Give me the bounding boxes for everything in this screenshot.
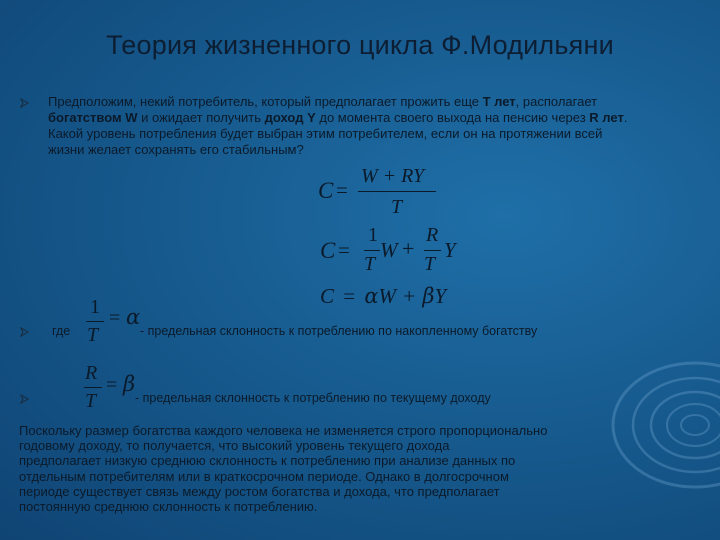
bold-term: R лет xyxy=(589,110,624,125)
bold-term: доход Y xyxy=(264,110,316,125)
bold-term: T лет xyxy=(482,94,516,109)
text-run: до момента своего выхода на пенсию через xyxy=(315,110,590,125)
slide-title: Теория жизненного цикла Ф.Модильяни xyxy=(106,30,614,60)
text-run: . Какой уровень потребления будет выбран этим потребителем, если он на протяжении всей жизни желает сохранять его стабильным? xyxy=(48,110,628,157)
formula-consumption-2: C = 1 T W + R T Y xyxy=(320,224,456,275)
conclusion-line: Поскольку размер богатства каждого человека не изменяется строго пропорционально xyxy=(19,423,548,438)
formula-alpha-definition: 1 T = α xyxy=(87,296,141,346)
arrowhead-bullet-icon xyxy=(20,327,29,337)
text-run: и ожидает получить xyxy=(137,110,265,125)
where-label: где xyxy=(52,324,71,338)
beta-description: - предельная склонность к потреблению по текущему доходу xyxy=(135,391,491,405)
conclusion-line: предполагает низкую среднюю склонность к потреблению при анализе данных по xyxy=(19,453,516,469)
bold-term: богатством W xyxy=(48,110,138,125)
text-run: Предположим, некий потребитель, который предполагает прожить еще xyxy=(48,94,483,109)
formula-consumption-1: C = W + RY T xyxy=(318,165,448,217)
conclusion-line: отдельным потребителям или в краткосрочном периоде. Однако в долгосрочном xyxy=(19,468,509,484)
conclusion-paragraph xyxy=(19,423,719,514)
formula-consumption-3: C = αW + βY xyxy=(320,284,447,308)
conclusion-line: постоянную среднюю склонность к потреблению. xyxy=(19,499,318,515)
conclusion-line: периоде существует связь между ростом богатства и дохода, что предполагает xyxy=(19,483,500,499)
arrowhead-bullet-icon xyxy=(20,394,29,404)
conclusion-line: годовому доходу, то получается, что высокий уровень текущего дохода xyxy=(19,438,450,454)
alpha-description: - предельная склонность к потреблению по накопленному богатству xyxy=(140,324,538,338)
problem-statement xyxy=(48,94,628,158)
arrowhead-bullet-icon xyxy=(20,98,29,108)
text-run: , располагает xyxy=(515,94,598,109)
formula-beta-definition: R T = β xyxy=(85,362,136,412)
